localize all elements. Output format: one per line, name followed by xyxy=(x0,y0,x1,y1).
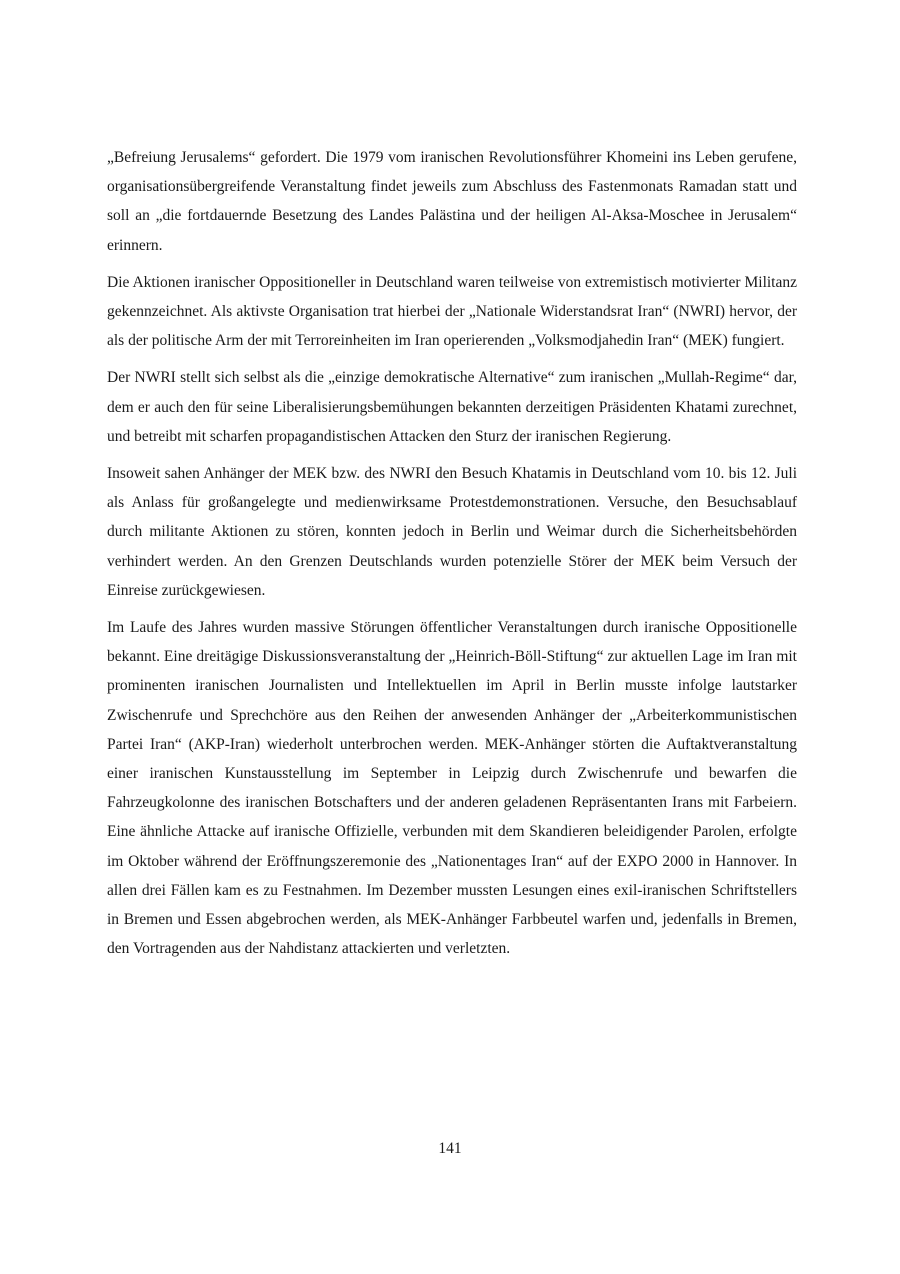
paragraph: Die Aktionen iranischer Oppositioneller in Deutschland waren teilweise von extremistisch motivierter Militanz gekennzeichnet. Als aktivste Organisation trat hierbei der „Nationale Widerstandsrat Iran“ (NWRI) hervor, der als der politische Arm der mit Terroreinheiten im Iran operierenden „Volksmodjahedin Iran“ (MEK) fungiert. xyxy=(107,273,797,350)
body-text xyxy=(107,143,797,971)
paragraph: Insoweit sahen Anhänger der MEK bzw. des NWRI den Besuch Khatamis in Deutschland vom 10. bis 12. Juli als Anlass für großangelegte und medienwirksame Protestdemonstrationen. Versuche, den Besuchsablauf durch militante Aktionen zu stören, konnten jedoch in Berlin und Weimar durch die Sicherheitsbehörden verhindert werden. An den Grenzen Deutschlands wurden potenzielle Störer der MEK beim Versuch der Einreise zurückgewiesen. xyxy=(107,465,797,599)
page-number: 141 xyxy=(438,1140,462,1157)
paragraph: „Befreiung Jerusalems“ gefordert. Die 1979 vom iranischen Revolutionsführer Khomeini ins Leben gerufene, organisationsübergreifende Veranstaltung findet jeweils zum Abschluss des Fastenmonats Ramadan statt und soll an „die fortdauernde Besetzung des Landes Palästina und der heiligen Al-Aksa-Moschee in Jerusalem“ erinnern. xyxy=(107,149,797,254)
paragraph: Der NWRI stellt sich selbst als die „einzige demokratische Alternative“ zum iranischen „Mullah-Regime“ dar, dem er auch den für seine Liberalisierungsbemühungen bekannten derzeitigen Präsidenten Khatami zurechnet, und betreibt mit scharfen propagandistischen Attacken den Sturz der iranischen Regierung. xyxy=(107,369,797,445)
paragraph: Im Laufe des Jahres wurden massive Störungen öffentlicher Veranstaltungen durch iranische Oppositionelle bekannt. Eine dreitägige Diskussionsveranstaltung der „Heinrich-Böll-Stiftung“ zur aktuellen Lage im Iran mit prominenten iranischen Journalisten und Intellektuellen im April in Berlin musste infolge lautstarker Zwischenrufe und Sprechchöre aus den Reihen der anwesenden Anhänger der „Arbeiterkommunistischen Partei Iran“ (AKP-Iran) wiederholt unterbrochen werden. MEK-Anhänger störten die Auftaktveranstaltung einer iranischen Kunstausstellung im September in Leipzig durch Zwischenrufe und bewarfen die Fahrzeugkolonne des iranischen Botschafters und der anderen geladenen Repräsentanten Irans mit Farbeiern. Eine ähnliche Attacke auf iranische Offizielle, verbunden mit dem Skandieren beleidigender Parolen, erfolgte im Oktober während der Eröffnungszeremonie des „Nationentages Iran“ auf der EXPO 2000 in Hannover. In allen drei Fällen kam es zu Festnahmen. Im Dezember mussten Lesungen eines exil-iranischen Schriftstellers in Bremen und Essen abgebrochen werden, als MEK-Anhänger Farbbeutel warfen und, jedenfalls in Bremen, den Vortragenden aus der Nahdistanz attackierten und verletzten. xyxy=(107,619,797,958)
